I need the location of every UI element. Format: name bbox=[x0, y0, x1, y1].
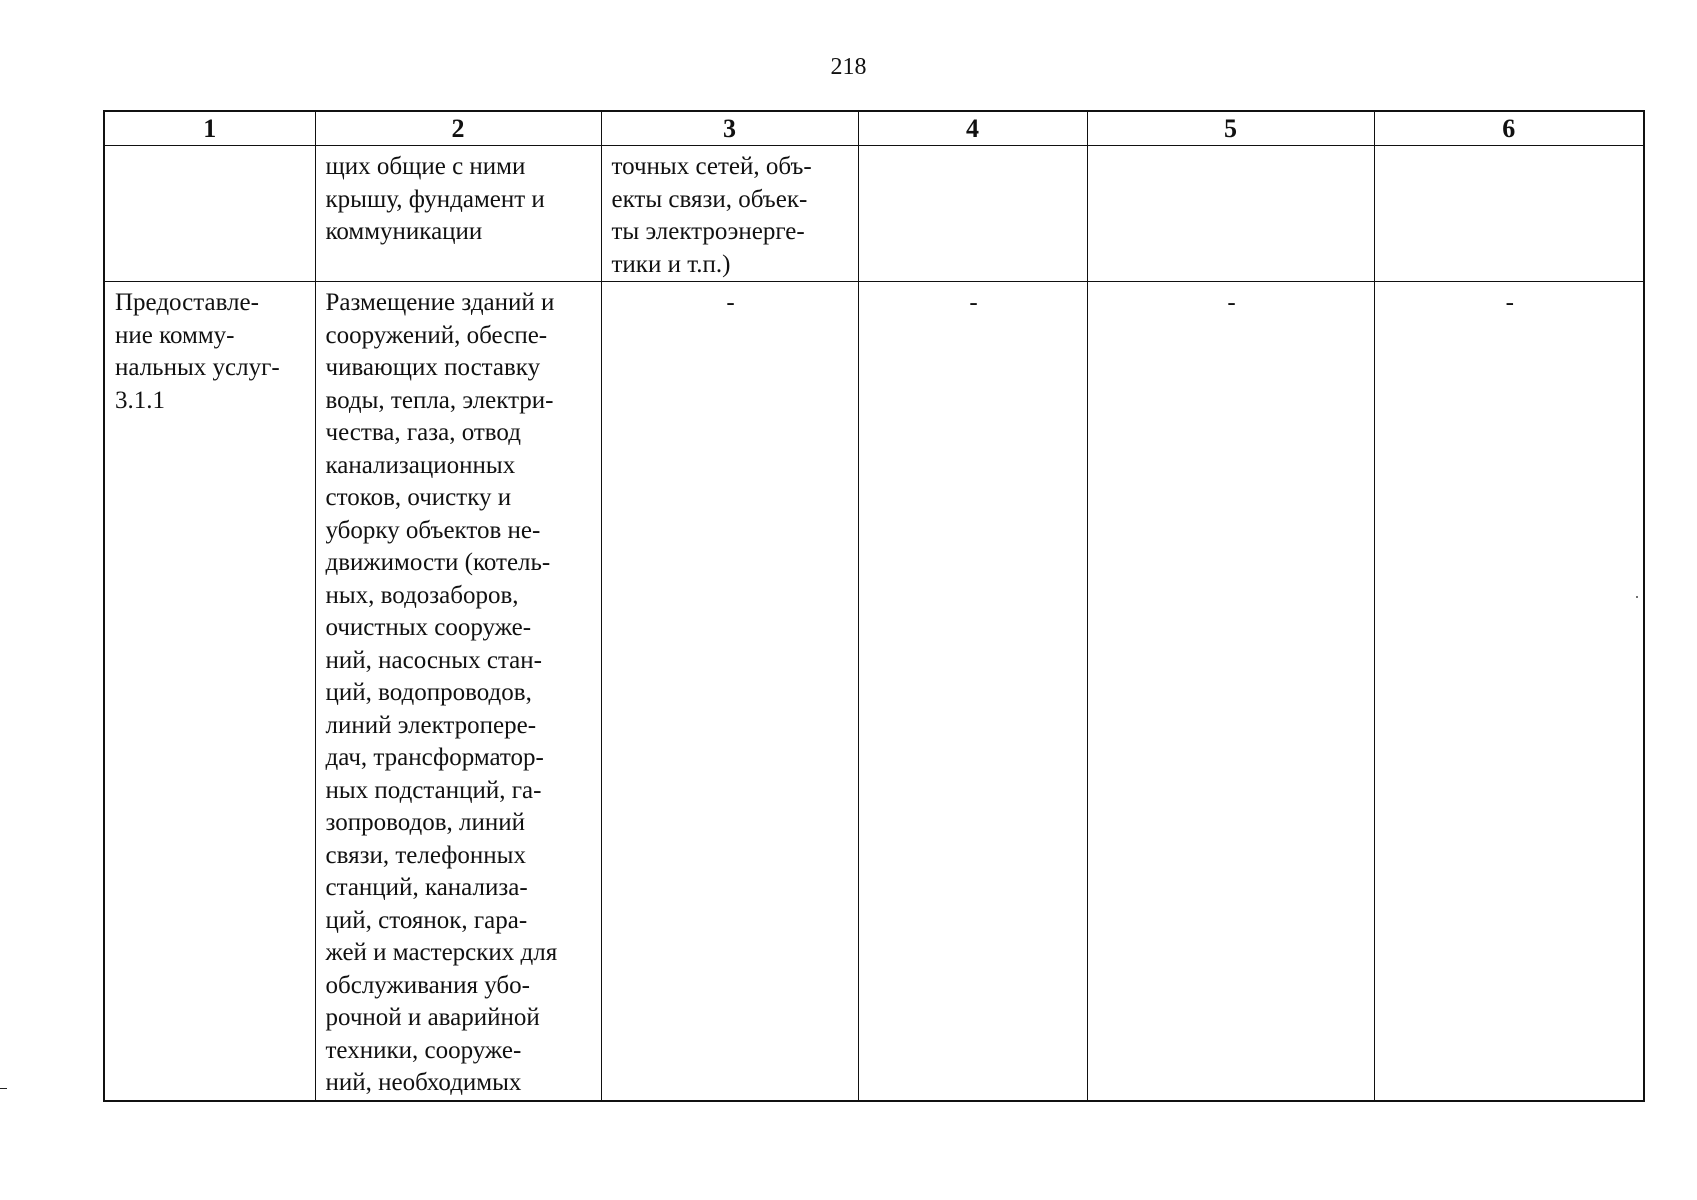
land-use-type-text: Предоставле- ние комму- нальных услуг- 3.1.1 bbox=[115, 289, 280, 414]
cell-text: - bbox=[969, 289, 978, 316]
table-cell bbox=[1374, 146, 1644, 282]
cell-text: - bbox=[726, 289, 735, 316]
table-cell bbox=[315, 282, 601, 1101]
table-cell bbox=[315, 146, 601, 282]
column-header-4: 4 bbox=[858, 111, 1087, 146]
table-cell bbox=[858, 146, 1087, 282]
cell-text: точных сетей, объ- екты связи, объек- ты электроэнерге- тики и т.п.) bbox=[611, 153, 812, 278]
column-header-5: 5 bbox=[1087, 111, 1374, 146]
land-use-description-text: Размещение зданий и сооружений, обеспе- чивающих поставку воды, тепла, электри- чества, газа, отвод канализационных стоков, очистку и уборку объектов не- движимости (котель- ных, водозаборов, очистных сооруже- ний, насосных стан- ций, водопроводов, линий электропере- дач, трансформатор- ных подстанций, га- зопроводов, линий связи, телефонных станций, канализа- ций, стоянок, гара- жей и мастерских для обслуживания убо- рочной и аварийной техники, сооруже- ний, необходимых bbox=[325, 289, 558, 1096]
cell-text: - bbox=[1505, 289, 1514, 316]
cell-text: - bbox=[1227, 289, 1236, 316]
table-row-utilities bbox=[104, 282, 1644, 1101]
scan-speck bbox=[1636, 596, 1638, 598]
table-cell bbox=[1087, 146, 1374, 282]
margin-mark bbox=[0, 1088, 7, 1089]
table-cell bbox=[601, 146, 858, 282]
table-cell bbox=[601, 282, 858, 1101]
cell-text: щих общие с ними крышу, фундамент и коммуникации bbox=[325, 153, 545, 245]
table-cell bbox=[1087, 282, 1374, 1101]
land-use-table bbox=[103, 110, 1645, 1102]
table-cell bbox=[1374, 282, 1644, 1101]
table-header-row bbox=[104, 111, 1644, 146]
table-row-continuation bbox=[104, 146, 1644, 282]
column-header-2: 2 bbox=[315, 111, 601, 146]
column-header-3: 3 bbox=[601, 111, 858, 146]
table-cell bbox=[858, 282, 1087, 1101]
column-header-6: 6 bbox=[1374, 111, 1644, 146]
table-cell bbox=[104, 282, 315, 1101]
column-header-1: 1 bbox=[104, 111, 315, 146]
table-cell bbox=[104, 146, 315, 282]
page-number: 218 bbox=[830, 54, 867, 80]
